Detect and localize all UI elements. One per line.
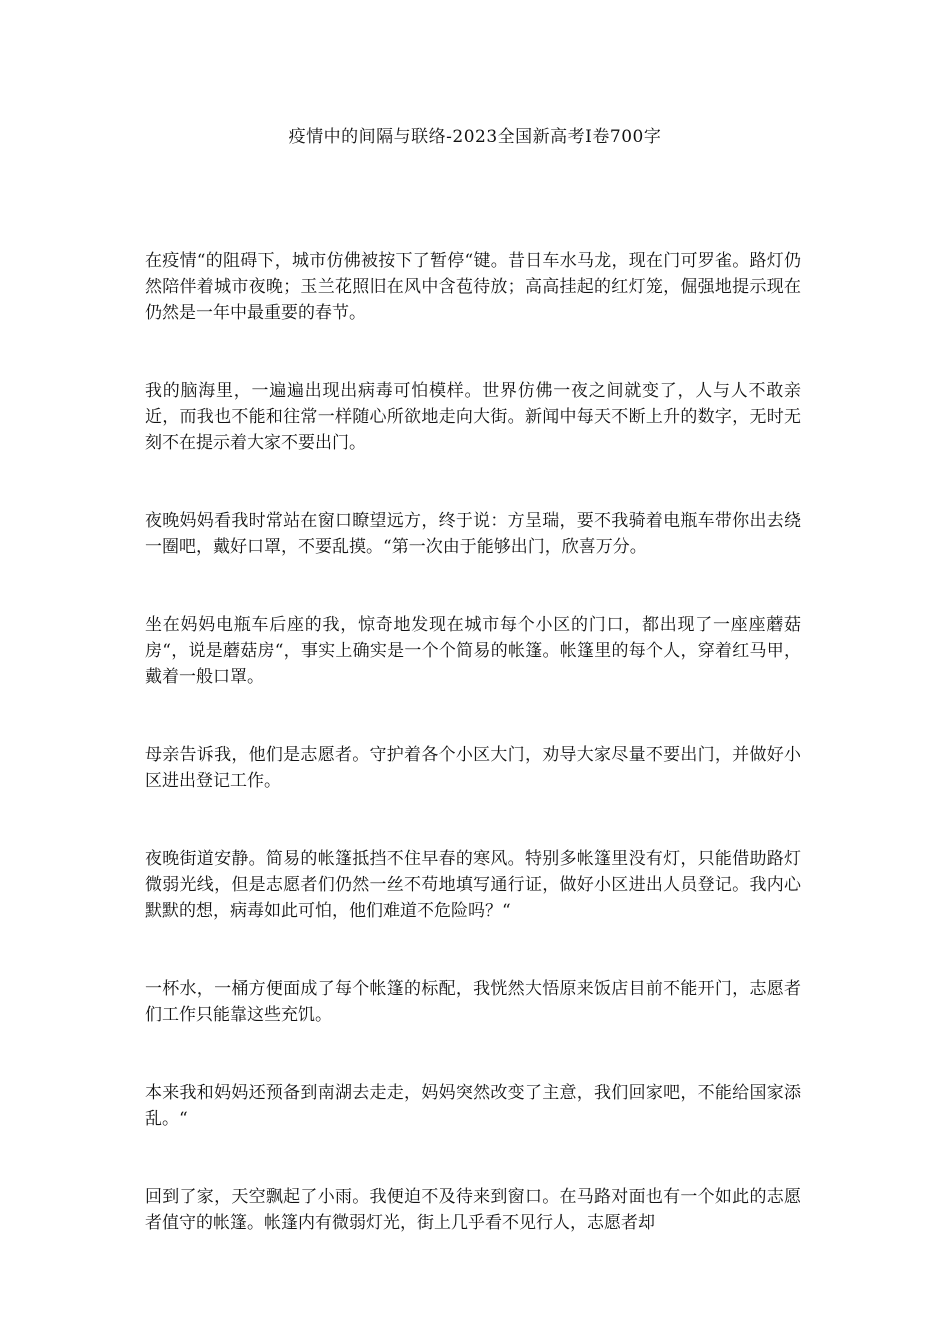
paragraph-2: 我的脑海里，一遍遍出现出病毒可怕模样。世界仿佛一夜之间就变了，人与人不敢亲近，而我也不能和往常一样随心所欲地走向大街。新闻中每天不断上升的数字，无时无刻不在提示着大家不要出门。 bbox=[145, 381, 801, 453]
paragraph-8: 本来我和妈妈还预备到南湖去走走，妈妈突然改变了主意，我们回家吧，不能给国家添乱。“ bbox=[145, 1083, 801, 1129]
document-title: 疫情中的间隔与联络-2023全国新高考Ⅰ卷700字 bbox=[288, 127, 662, 147]
paragraph-4: 坐在妈妈电瓶车后座的我，惊奇地发现在城市每个小区的门口，都出现了一座座蘑菇房“，说是蘑菇房“，事实上确实是一个个简易的帐篷。帐篷里的每个人，穿着红马甲，戴着一般口罩。 bbox=[145, 615, 801, 687]
paragraph-7: 一杯水，一桶方便面成了每个帐篷的标配，我恍然大悟原来饭店目前不能开门，志愿者们工作只能靠这些充饥。 bbox=[145, 979, 801, 1025]
paragraph-1: 在疫情“的阻碍下，城市仿佛被按下了暂停“键。昔日车水马龙，现在门可罗雀。路灯仍然陪伴着城市夜晚；玉兰花照旧在风中含苞待放；高高挂起的红灯笼，倔强地提示现在仍然是一年中最重要的春节。 bbox=[145, 251, 801, 323]
paragraph-5: 母亲告诉我，他们是志愿者。守护着各个小区大门，劝导大家尽量不要出门，并做好小区进出登记工作。 bbox=[145, 745, 801, 791]
paragraph-3: 夜晚妈妈看我时常站在窗口瞭望远方，终于说：方呈瑞，要不我骑着电瓶车带你出去绕一圈吧，戴好口罩，不要乱摸。“第一次由于能够出门，欣喜万分。 bbox=[145, 511, 801, 557]
paragraph-6: 夜晚街道安静。简易的帐篷抵挡不住早春的寒风。特别多帐篷里没有灯，只能借助路灯微弱光线，但是志愿者们仍然一丝不苟地填写通行证，做好小区进出人员登记。我内心默默的想，病毒如此可怕，他们难道不危险吗？“ bbox=[145, 849, 801, 921]
document-body bbox=[145, 248, 801, 1288]
paragraph-9: 回到了家，天空飘起了小雨。我便迫不及待来到窗口。在马路对面也有一个如此的志愿者值守的帐篷。帐篷内有微弱灯光，街上几乎看不见行人，志愿者却 bbox=[145, 1187, 801, 1233]
